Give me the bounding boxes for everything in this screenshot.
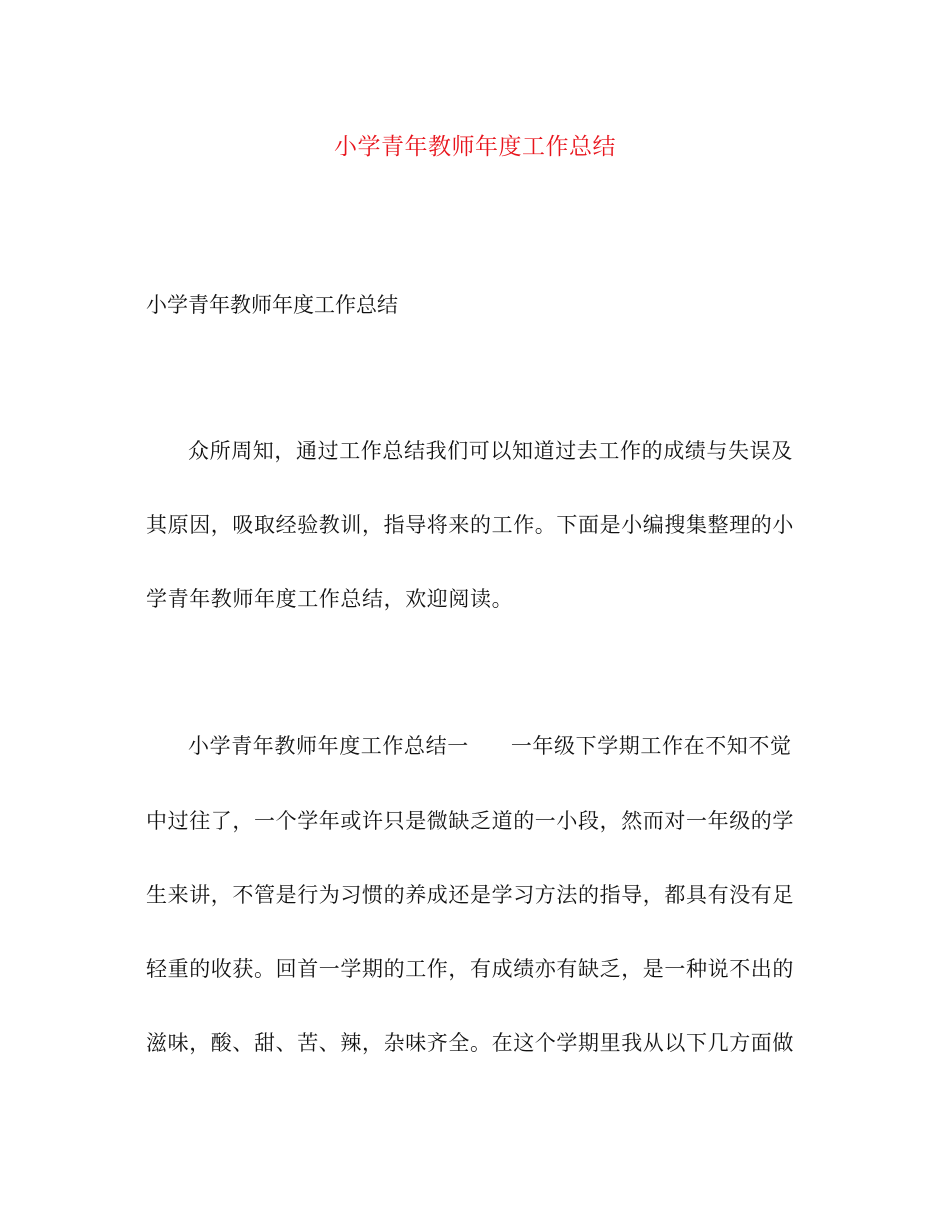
document-title: 小学青年教师年度工作总结 — [334, 134, 616, 160]
paragraph-1-line-3: 学青年教师年度工作总结，欢迎阅读。 — [146, 587, 514, 611]
paragraph-2-line-5: 滋味，酸、甜、苦、辣，杂味齐全。在这个学期里我从以下几方面做 — [146, 1031, 794, 1055]
document-subheading: 小学青年教师年度工作总结 — [146, 293, 398, 317]
paragraph-1-line-1: 众所周知，通过工作总结我们可以知道过去工作的成绩与失误及 — [188, 439, 793, 463]
paragraph-2-line-4: 轻重的收获。回首一学期的工作，有成绩亦有缺乏，是一种说不出的 — [146, 957, 794, 981]
paragraph-2-line-1 — [146, 731, 838, 761]
section-heading-inline: 小学青年教师年度工作总结一 — [188, 734, 469, 758]
paragraph-2-line-2: 中过往了，一个学年或许只是微缺乏道的一小段，然而对一年级的学 — [146, 809, 794, 833]
paragraph-1-line-2: 其原因，吸取经验教训，指导将来的工作。下面是小编搜集整理的小 — [146, 513, 794, 537]
paragraph-2-line-3: 生来讲，不管是行为习惯的养成还是学习方法的指导，都具有没有足 — [146, 883, 794, 907]
paragraph-2-line-1-text: 一年级下学期工作在不知不觉 — [510, 734, 792, 758]
